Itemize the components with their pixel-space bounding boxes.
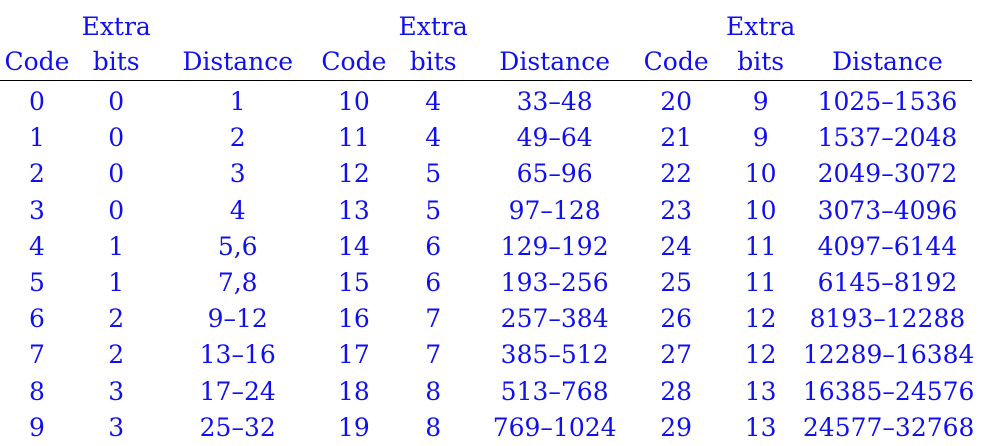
cell-distance: 9–12: [158, 301, 316, 337]
cell-code: 24: [634, 229, 719, 265]
cell-distance: 3: [158, 156, 316, 192]
header-cell-bits: bits: [74, 44, 159, 81]
header-cell-code: Code: [634, 44, 719, 81]
header-cell-code: Code: [317, 44, 391, 81]
cell-extra-bits: 13: [718, 410, 803, 446]
header-cell-extra: Extra: [718, 10, 803, 44]
cell-extra-bits: 10: [718, 193, 803, 229]
cell-distance: 193–256: [475, 265, 633, 301]
cell-extra-bits: 0: [74, 156, 159, 192]
cell-extra-bits: 7: [391, 337, 476, 373]
cell-distance: 1537–2048: [803, 120, 972, 156]
cell-extra-bits: 12: [718, 301, 803, 337]
cell-extra-bits: 1: [74, 229, 159, 265]
header-row-top: [0, 10, 972, 44]
cell-distance: 769–1024: [475, 410, 633, 446]
cell-extra-bits: 9: [718, 120, 803, 156]
cell-extra-bits: 7: [391, 301, 476, 337]
cell-distance: 3073–4096: [803, 193, 972, 229]
cell-code: 9: [0, 410, 74, 446]
cell-code: 28: [634, 374, 719, 410]
cell-distance: 4097–6144: [803, 229, 972, 265]
table-row: [0, 156, 972, 192]
cell-distance: 513–768: [475, 374, 633, 410]
cell-extra-bits: 5: [391, 193, 476, 229]
cell-extra-bits: 0: [74, 81, 159, 121]
cell-distance: 16385–24576: [803, 374, 972, 410]
cell-code: 11: [317, 120, 391, 156]
cell-distance: 13–16: [158, 337, 316, 373]
cell-extra-bits: 2: [74, 337, 159, 373]
cell-extra-bits: 5: [391, 156, 476, 192]
cell-extra-bits: 2: [74, 301, 159, 337]
cell-extra-bits: 8: [391, 374, 476, 410]
cell-extra-bits: 3: [74, 410, 159, 446]
header-cell-bits: bits: [718, 44, 803, 81]
cell-distance: 49–64: [475, 120, 633, 156]
cell-code: 13: [317, 193, 391, 229]
cell-distance: 2: [158, 120, 316, 156]
cell-extra-bits: 9: [718, 81, 803, 121]
cell-code: 17: [317, 337, 391, 373]
header-cell: [803, 10, 972, 44]
header-cell: [475, 10, 633, 44]
cell-code: 15: [317, 265, 391, 301]
header-cell: [317, 10, 391, 44]
cell-extra-bits: 4: [391, 120, 476, 156]
cell-distance: 129–192: [475, 229, 633, 265]
cell-code: 22: [634, 156, 719, 192]
cell-extra-bits: 1: [74, 265, 159, 301]
cell-extra-bits: 0: [74, 193, 159, 229]
cell-extra-bits: 0: [74, 120, 159, 156]
cell-code: 25: [634, 265, 719, 301]
cell-distance: 65–96: [475, 156, 633, 192]
cell-code: 27: [634, 337, 719, 373]
cell-extra-bits: 11: [718, 265, 803, 301]
cell-distance: 97–128: [475, 193, 633, 229]
cell-extra-bits: 12: [718, 337, 803, 373]
cell-code: 29: [634, 410, 719, 446]
header-cell-bits: bits: [391, 44, 476, 81]
cell-extra-bits: 3: [74, 374, 159, 410]
cell-distance: 5,6: [158, 229, 316, 265]
cell-distance: 2049–3072: [803, 156, 972, 192]
table-row: [0, 193, 972, 229]
header-row-bottom: [0, 44, 972, 81]
cell-code: 5: [0, 265, 74, 301]
cell-code: 1: [0, 120, 74, 156]
cell-code: 21: [634, 120, 719, 156]
cell-code: 14: [317, 229, 391, 265]
cell-code: 0: [0, 81, 74, 121]
cell-extra-bits: 10: [718, 156, 803, 192]
cell-extra-bits: 11: [718, 229, 803, 265]
cell-extra-bits: 6: [391, 229, 476, 265]
table-row: [0, 374, 972, 410]
cell-extra-bits: 6: [391, 265, 476, 301]
cell-extra-bits: 8: [391, 410, 476, 446]
table-row: [0, 229, 972, 265]
distance-code-table-container: [0, 10, 983, 446]
distance-code-table: [0, 10, 972, 446]
table-row: [0, 265, 972, 301]
cell-distance: 7,8: [158, 265, 316, 301]
cell-distance: 4: [158, 193, 316, 229]
cell-distance: 1: [158, 81, 316, 121]
cell-code: 8: [0, 374, 74, 410]
cell-code: 7: [0, 337, 74, 373]
cell-code: 6: [0, 301, 74, 337]
cell-distance: 33–48: [475, 81, 633, 121]
header-cell-code: Code: [0, 44, 74, 81]
cell-distance: 1025–1536: [803, 81, 972, 121]
cell-extra-bits: 4: [391, 81, 476, 121]
table-header: [0, 10, 972, 81]
header-cell: [634, 10, 719, 44]
header-cell-distance: Distance: [158, 44, 316, 81]
header-cell-distance: Distance: [803, 44, 972, 81]
table-row: [0, 81, 972, 121]
cell-distance: 12289–16384: [803, 337, 972, 373]
cell-code: 20: [634, 81, 719, 121]
table-row: [0, 120, 972, 156]
cell-code: 12: [317, 156, 391, 192]
cell-distance: 24577–32768: [803, 410, 972, 446]
header-cell-distance: Distance: [475, 44, 633, 81]
cell-code: 18: [317, 374, 391, 410]
table-row: [0, 337, 972, 373]
cell-distance: 8193–12288: [803, 301, 972, 337]
cell-code: 19: [317, 410, 391, 446]
cell-code: 16: [317, 301, 391, 337]
cell-distance: 6145–8192: [803, 265, 972, 301]
cell-distance: 257–384: [475, 301, 633, 337]
cell-distance: 25–32: [158, 410, 316, 446]
cell-code: 23: [634, 193, 719, 229]
cell-distance: 17–24: [158, 374, 316, 410]
cell-extra-bits: 13: [718, 374, 803, 410]
cell-code: 3: [0, 193, 74, 229]
header-cell-extra: Extra: [74, 10, 159, 44]
cell-code: 4: [0, 229, 74, 265]
table-row: [0, 410, 972, 446]
table-body: [0, 81, 972, 446]
cell-code: 10: [317, 81, 391, 121]
cell-distance: 385–512: [475, 337, 633, 373]
header-cell-extra: Extra: [391, 10, 476, 44]
cell-code: 2: [0, 156, 74, 192]
header-cell: [0, 10, 74, 44]
table-row: [0, 301, 972, 337]
header-cell: [158, 10, 316, 44]
cell-code: 26: [634, 301, 719, 337]
